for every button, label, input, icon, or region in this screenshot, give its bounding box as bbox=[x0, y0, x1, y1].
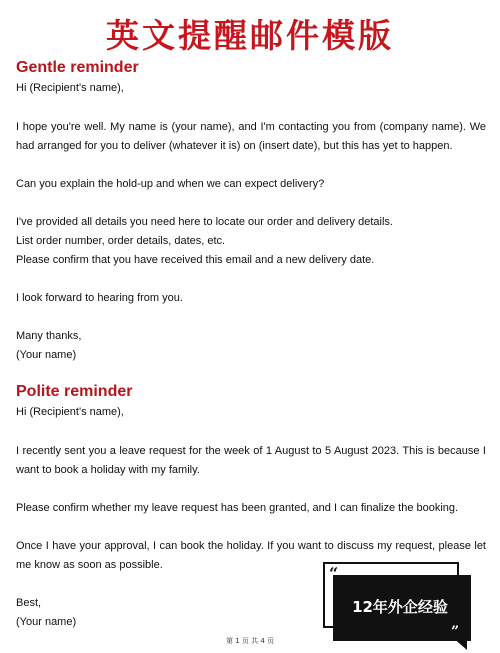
gentle-paragraph-4: I look forward to hearing from you. bbox=[16, 292, 183, 304]
polite-signoff: Best, bbox=[16, 597, 42, 609]
polite-paragraph-3-line-2: me know as soon as possible. bbox=[16, 559, 163, 571]
gentle-paragraph-3-line-1: I've provided all details you need here to locate our order and delivery details. bbox=[16, 216, 393, 228]
experience-badge bbox=[323, 562, 471, 652]
page-number: 第 1 页 共 4 页 bbox=[225, 637, 275, 645]
polite-your-name: (Your name) bbox=[16, 616, 77, 628]
polite-paragraph-2: Please confirm whether my leave request has been granted, and I can finalize the booking. bbox=[16, 502, 459, 514]
polite-paragraph-1-line-1: I recently sent you a leave request for the week of 1 August to 5 August 2023. This is because I bbox=[16, 445, 486, 457]
gentle-signoff: Many thanks, bbox=[16, 330, 82, 342]
gentle-paragraph-3-line-2: List order number, order details, dates, etc. bbox=[16, 235, 226, 247]
close-quote-icon: ” bbox=[451, 624, 460, 640]
gentle-your-name: (Your name) bbox=[16, 349, 77, 361]
polite-paragraph-3-line-1: Once I have your approval, I can book the holiday. If you want to discuss my request, please let bbox=[16, 540, 486, 552]
gentle-paragraph-2: Can you explain the hold-up and when we can expect delivery? bbox=[16, 178, 325, 190]
polite-reminder-heading: Polite reminder bbox=[16, 383, 133, 400]
gentle-paragraph-1-line-2: had arranged for you to deliver (whatever it is) on (insert date), but this has yet to happen. bbox=[16, 140, 453, 152]
gentle-paragraph-3-line-3: Please confirm that you have received this email and a new delivery date. bbox=[16, 254, 375, 266]
document-title: 英文提醒邮件模版 bbox=[106, 16, 394, 55]
polite-paragraph-1-line-2: want to book a holiday with my family. bbox=[16, 464, 200, 476]
gentle-paragraph-1-line-1: I hope you're well. My name is (your name), and I'm contacting you from (company name). We bbox=[16, 121, 486, 133]
polite-greeting: Hi (Recipient's name), bbox=[16, 406, 124, 418]
gentle-greeting: Hi (Recipient's name), bbox=[16, 82, 124, 94]
badge-text: 12年外企经验 bbox=[352, 598, 448, 616]
open-quote-icon: “ bbox=[329, 564, 339, 583]
gentle-reminder-heading: Gentle reminder bbox=[16, 59, 139, 76]
